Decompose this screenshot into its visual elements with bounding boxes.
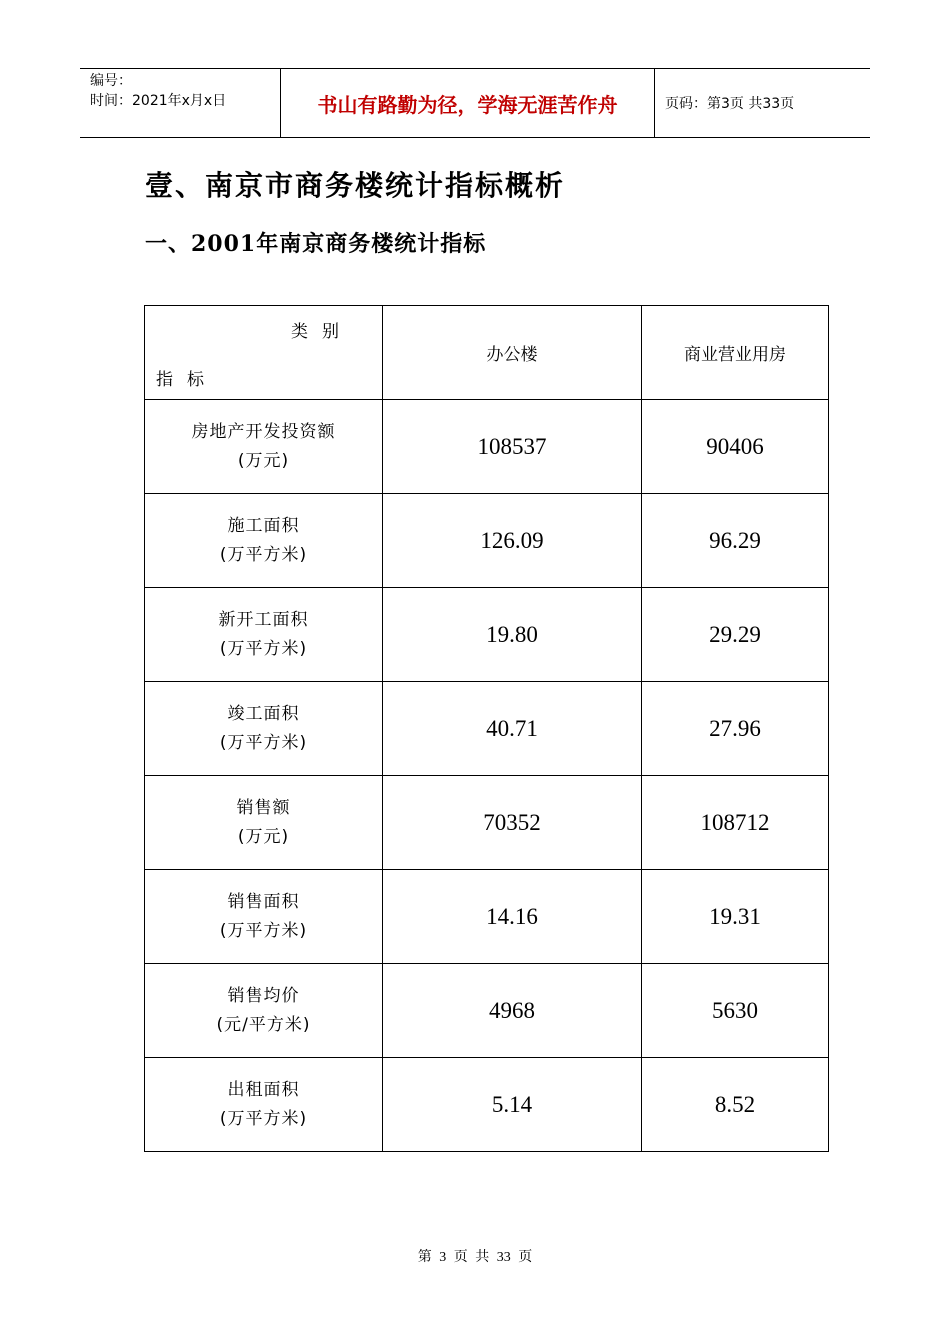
commercial-value: 29.29 (642, 588, 829, 682)
row-name: 施工面积 (227, 515, 300, 536)
row-label-cell (145, 776, 383, 870)
row-name: 房地产开发投资额 (191, 421, 336, 442)
office-value: 70352 (383, 776, 642, 870)
row-name: 销售面积 (227, 891, 300, 912)
office-value: 40.71 (383, 682, 642, 776)
column-header-commercial: 商业营业用房 (642, 306, 829, 400)
motto: 书山有路勤为径，学海无涯苦作舟 (280, 69, 655, 137)
corner-bottom-label: 指标 (156, 370, 218, 390)
row-label-cell (145, 400, 383, 494)
row-name: 销售额 (236, 797, 291, 818)
table-row (145, 494, 829, 588)
row-unit: (万元) (237, 450, 290, 471)
commercial-value: 108712 (642, 776, 829, 870)
commercial-value: 96.29 (642, 494, 829, 588)
table-row (145, 588, 829, 682)
time-label: 时间：2021年x月x日 (90, 93, 227, 109)
row-label-cell (145, 964, 383, 1058)
column-header-office: 办公楼 (383, 306, 642, 400)
commercial-value: 27.96 (642, 682, 829, 776)
office-value: 5.14 (383, 1058, 642, 1152)
table-row (145, 1058, 829, 1152)
row-unit: (元/平方米) (216, 1014, 311, 1035)
row-label-cell (145, 682, 383, 776)
row-label-cell (145, 870, 383, 964)
row-name: 竣工面积 (227, 703, 300, 724)
page-footer: 第 3 页 共 33 页 (417, 1250, 533, 1265)
office-value: 108537 (383, 400, 642, 494)
row-label-cell (145, 588, 383, 682)
statistics-table (144, 305, 829, 1152)
header-meta (80, 69, 280, 137)
corner-cell (145, 306, 383, 400)
row-unit: (万平方米) (219, 544, 308, 565)
commercial-value: 8.52 (642, 1058, 829, 1152)
row-label-cell (145, 1058, 383, 1152)
table-header-row (145, 306, 829, 400)
row-unit: (万平方米) (219, 1108, 308, 1129)
row-label-cell (145, 494, 383, 588)
office-value: 19.80 (383, 588, 642, 682)
office-value: 4968 (383, 964, 642, 1058)
table-row (145, 400, 829, 494)
row-unit: (万平方米) (219, 920, 308, 941)
office-value: 126.09 (383, 494, 642, 588)
row-unit: (万平方米) (219, 732, 308, 753)
row-name: 新开工面积 (218, 609, 309, 630)
commercial-value: 19.31 (642, 870, 829, 964)
commercial-value: 90406 (642, 400, 829, 494)
table-row (145, 870, 829, 964)
heading-2: 一、2001年南京商务楼统计指标 (145, 231, 487, 257)
heading-1: 壹、南京市商务楼统计指标概析 (145, 169, 566, 202)
table-row (145, 964, 829, 1058)
number-label: 编号： (90, 73, 132, 89)
page-info: 页码：第3页 共33页 (665, 96, 795, 112)
row-unit: (万平方米) (219, 638, 308, 659)
row-name: 出租面积 (227, 1079, 300, 1100)
table-row (145, 776, 829, 870)
table-row (145, 682, 829, 776)
page-header (80, 68, 870, 138)
row-name: 销售均价 (227, 985, 300, 1006)
office-value: 14.16 (383, 870, 642, 964)
row-unit: (万元) (237, 826, 290, 847)
corner-top-label: 类别 (291, 322, 353, 342)
commercial-value: 5630 (642, 964, 829, 1058)
